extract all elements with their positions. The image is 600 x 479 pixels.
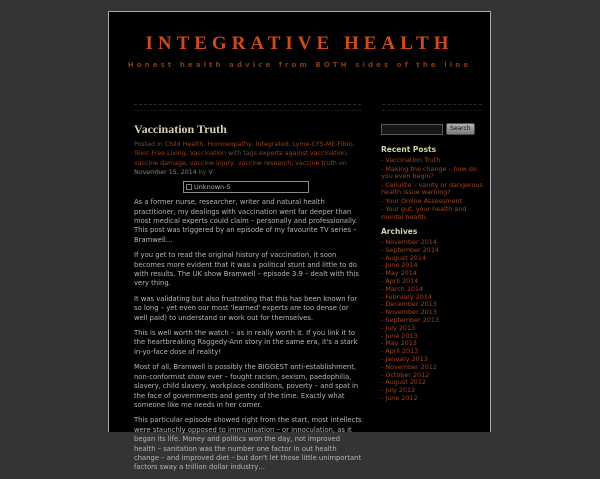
archive-link[interactable]: June 2014 <box>385 261 418 270</box>
archive-link[interactable]: July 2013 <box>385 323 416 332</box>
recent-post-link[interactable]: Vaccination Truth <box>385 156 441 164</box>
post-meta <box>134 140 362 177</box>
archive-link[interactable]: November 2012 <box>385 362 437 371</box>
meta-label: , <box>185 150 190 158</box>
meta-tag-link[interactable]: Homoeopathy <box>207 141 252 148</box>
meta-tag-link[interactable]: vaccine injury <box>189 159 234 167</box>
meta-tag-link[interactable]: Lyme-CFS-ME-Fibro <box>292 141 353 148</box>
meta-label: , <box>251 141 256 148</box>
list-item <box>381 182 485 197</box>
meta-tag-link[interactable]: Toxic-Free Living <box>134 150 186 158</box>
archive-link[interactable]: September 2014 <box>385 245 439 254</box>
meta-tag-link[interactable]: vaccine research <box>237 159 292 167</box>
meta-label: , <box>288 141 293 148</box>
post-paragraph: Most of all, Bramwell is possibly the BIGGEST anti-establishment, non-conformist show ever – fought racism, sexism, paedophilia, slavery, child slavery, workplace conditions, poverty – and spat in the face of governments and gentry of the time. Exactly what someone like me needs in her corner. <box>134 363 359 409</box>
archive-link[interactable]: September 2013 <box>385 315 439 324</box>
list-item <box>381 206 485 221</box>
post-paragraph: As a former nurse, researcher, writer and natural health practitioner, my dealings with vaccination went far deeper than most medical experts could claim – personally and professionally. This post was triggered by an episode of my favourite TV series – Bramwell… <box>134 198 358 244</box>
broken-image-placeholder <box>183 181 309 193</box>
archive-link[interactable]: December 2013 <box>385 300 437 309</box>
meta-tag-link[interactable]: Integrated <box>255 141 289 148</box>
broken-image-icon <box>186 184 192 190</box>
archive-link[interactable]: January 2013 <box>385 354 428 363</box>
archive-link[interactable]: November 2014 <box>385 238 437 246</box>
meta-label: with tags <box>226 150 259 158</box>
archive-link[interactable]: July 2012 <box>385 386 416 395</box>
meta-date: November 15, 2014 <box>134 168 197 176</box>
meta-label: , <box>291 159 296 167</box>
post-title[interactable]: Vaccination Truth <box>134 122 227 136</box>
archive-link[interactable]: April 2014 <box>385 276 419 285</box>
meta-tag-link[interactable]: vaccine truth <box>295 159 337 167</box>
meta-tag-link[interactable]: experts against vaccination <box>259 150 347 158</box>
archive-link[interactable]: February 2014 <box>385 292 432 301</box>
archives-heading: Archives <box>381 227 418 236</box>
meta-label: , <box>233 159 238 167</box>
meta-tag-link[interactable]: Child Health <box>164 141 204 148</box>
list-item <box>381 157 485 165</box>
archive-link[interactable]: May 2013 <box>385 339 417 348</box>
blog-page <box>108 11 491 472</box>
meta-label: by <box>196 168 209 176</box>
archives-list <box>381 239 485 403</box>
meta-tag-link[interactable]: Vaccination <box>189 150 227 158</box>
recent-post-link[interactable]: Your gut, your health and mental health. <box>381 205 467 221</box>
recent-post-link[interactable]: Your Online Assessment <box>385 196 462 205</box>
meta-label: , <box>203 141 208 148</box>
post-paragraph: If you get to read the original history of vaccination, it soon becomes more evident that it was a political stunt and little to do with results. The UK show Bramwell – episode 3.9 – dealt with this very thing. <box>134 251 359 288</box>
search-button[interactable]: Search <box>446 123 475 135</box>
meta-label: , <box>185 159 190 167</box>
post-content <box>134 122 362 479</box>
meta-label: , <box>352 141 355 148</box>
recent-post-link[interactable]: Making the change – how do you even begin? <box>381 164 477 180</box>
meta-tag-link[interactable]: vaccine damage <box>134 159 186 167</box>
archive-link[interactable]: June 2013 <box>385 331 418 340</box>
archive-link[interactable]: November 2013 <box>385 308 437 317</box>
site-title[interactable]: INTEGRATIVE HEALTH <box>145 33 454 54</box>
search-input[interactable] <box>381 124 443 135</box>
recent-posts-heading: Recent Posts <box>381 145 437 154</box>
meta-label: on <box>336 159 347 167</box>
list-item <box>381 166 485 181</box>
list-item <box>381 198 485 206</box>
meta-label: Posted in <box>134 141 165 148</box>
meta-author: V <box>208 168 213 176</box>
post-paragraph: This particular episode showed right from the start, most intellects were staunchly opposed to immunisation – or innoculation, as it began its life. Money and politics won the day, not improved health – sanitation was the number one factor in out health change – and improved diet – but don't let those little unimportant factors sway a trillion dollar industry… <box>134 416 362 472</box>
site-tagline: Honest health advice from BOTH sides of the line <box>127 61 472 69</box>
list-item <box>381 395 485 403</box>
header-separator-sidebar <box>382 104 482 111</box>
recent-post-link[interactable]: Cellulite – vanity or dangerous health issue warning? <box>381 180 483 196</box>
archive-link[interactable]: August 2012 <box>385 378 427 387</box>
recent-posts-list <box>381 157 485 221</box>
sidebar <box>381 123 485 403</box>
archive-link[interactable]: May 2014 <box>385 269 417 278</box>
archive-link[interactable]: April 2013 <box>385 347 419 356</box>
archive-link[interactable]: March 2014 <box>385 284 424 293</box>
post-paragraph: It was validating but also frustrating that this has been known for so long – yet even our most 'learned' experts are too dense (or well paid) to understand or work out for themselves. <box>134 294 358 322</box>
archive-link[interactable]: October 2012 <box>385 370 430 379</box>
site-header <box>109 12 490 69</box>
search-widget <box>381 123 485 135</box>
archive-link[interactable]: August 2014 <box>385 253 427 262</box>
meta-label: , <box>346 150 349 158</box>
post-paragraph: This is well worth the watch – as in really worth it. If you link it to the heartbreaking Raggedy-Ann story in the same era, it's a stark in-yo-face dose of reality! <box>134 329 358 356</box>
archive-link[interactable]: June 2012 <box>385 393 418 402</box>
image-placeholder-label: Unknown-5 <box>194 183 231 192</box>
header-separator-main <box>134 104 361 111</box>
post-body <box>134 198 362 473</box>
